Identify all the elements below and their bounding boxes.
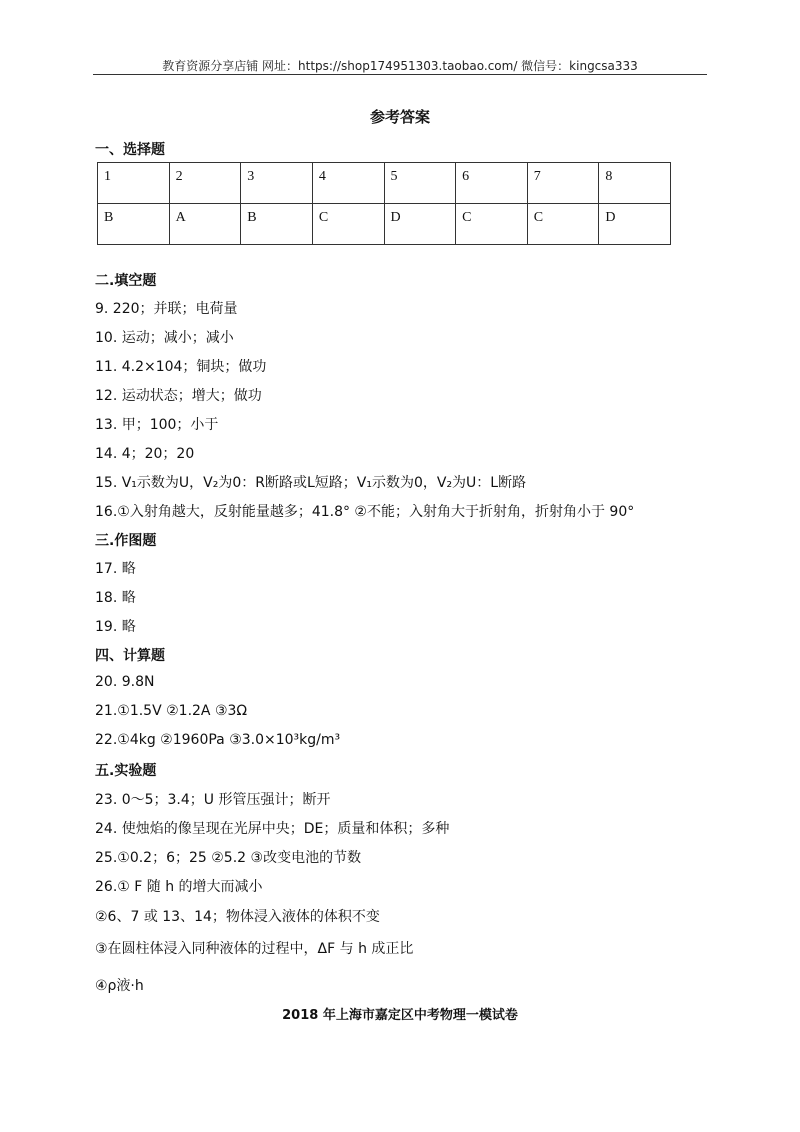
table-cell: A	[169, 204, 241, 245]
answer-line: 20. 9.8N	[95, 674, 155, 690]
answer-line: 21.①1.5V ②1.2A ③3Ω	[95, 703, 248, 719]
section-choice: 一、选择题	[95, 142, 165, 158]
table-cell: D	[384, 204, 456, 245]
answer-line: ②6、7 或 13、14；物体浸入液体的体积不变	[95, 909, 380, 925]
answer-line: ③在圆柱体浸入同种液体的过程中，ΔF 与 h 成正比	[95, 941, 414, 957]
answer-line: 25.①0.2；6；25 ②5.2 ③改变电池的节数	[95, 850, 362, 866]
table-cell: D	[599, 204, 671, 245]
table-row-numbers	[98, 163, 671, 204]
page-title: 参考答案	[369, 108, 430, 126]
table-row-answers	[98, 204, 671, 245]
table-cell: C	[456, 204, 528, 245]
section-drawing: 三.作图题	[95, 533, 157, 549]
answer-line: 16.①入射角越大，反射能量越多；41.8° ②不能；入射角大于折射角，折射角小于 90°	[95, 504, 635, 520]
answer-line: 13. 甲；100；小于	[95, 417, 219, 433]
answer-line: 18. 略	[95, 590, 136, 606]
answer-line: 14. 4；20；20	[95, 446, 195, 462]
table-cell: 6	[456, 163, 528, 204]
section-calc: 四、计算题	[95, 648, 165, 664]
answer-line: 10. 运动；减小；减小	[95, 330, 234, 346]
footer-title: 2018 年上海市嘉定区中考物理一模试卷	[282, 1008, 518, 1023]
answer-line: 9. 220；并联；电荷量	[95, 301, 238, 317]
table-cell: 3	[241, 163, 313, 204]
table-cell: 5	[384, 163, 456, 204]
answer-line: 11. 4.2×104；铜块；做功	[95, 359, 267, 375]
header-divider	[93, 74, 707, 75]
table-cell: 8	[599, 163, 671, 204]
answer-line: 19. 略	[95, 619, 136, 635]
table-cell: 4	[312, 163, 384, 204]
table-cell: 2	[169, 163, 241, 204]
section-experiment: 五.实验题	[95, 763, 157, 779]
answer-line: 15. V₁示数为U，V₂为0：R断路或L短路；V₁示数为0，V₂为U：L断路	[95, 475, 527, 491]
answer-line: ④ρ液·h	[95, 978, 144, 994]
answer-line: 22.①4kg ②1960Pa ③3.0×10³kg/m³	[95, 732, 341, 748]
table-cell: B	[241, 204, 313, 245]
table-cell: B	[98, 204, 170, 245]
answer-line: 26.① F 随 h 的增大而减小	[95, 879, 263, 895]
table-cell: C	[312, 204, 384, 245]
answer-table	[97, 162, 671, 245]
page-header: 教育资源分享店铺 网址：https://shop174951303.taobao.com/ 微信号：kingcsa333	[162, 59, 638, 73]
answer-line: 23. 0～5；3.4；U 形管压强计；断开	[95, 792, 331, 808]
section-fill: 二.填空题	[95, 273, 157, 289]
table-cell: 7	[527, 163, 599, 204]
answer-line: 24. 使烛焰的像呈现在光屏中央；DE；质量和体积；多种	[95, 821, 450, 837]
table-cell: C	[527, 204, 599, 245]
answer-line: 17. 略	[95, 561, 136, 577]
table-cell: 1	[98, 163, 170, 204]
answer-line: 12. 运动状态；增大；做功	[95, 388, 262, 404]
